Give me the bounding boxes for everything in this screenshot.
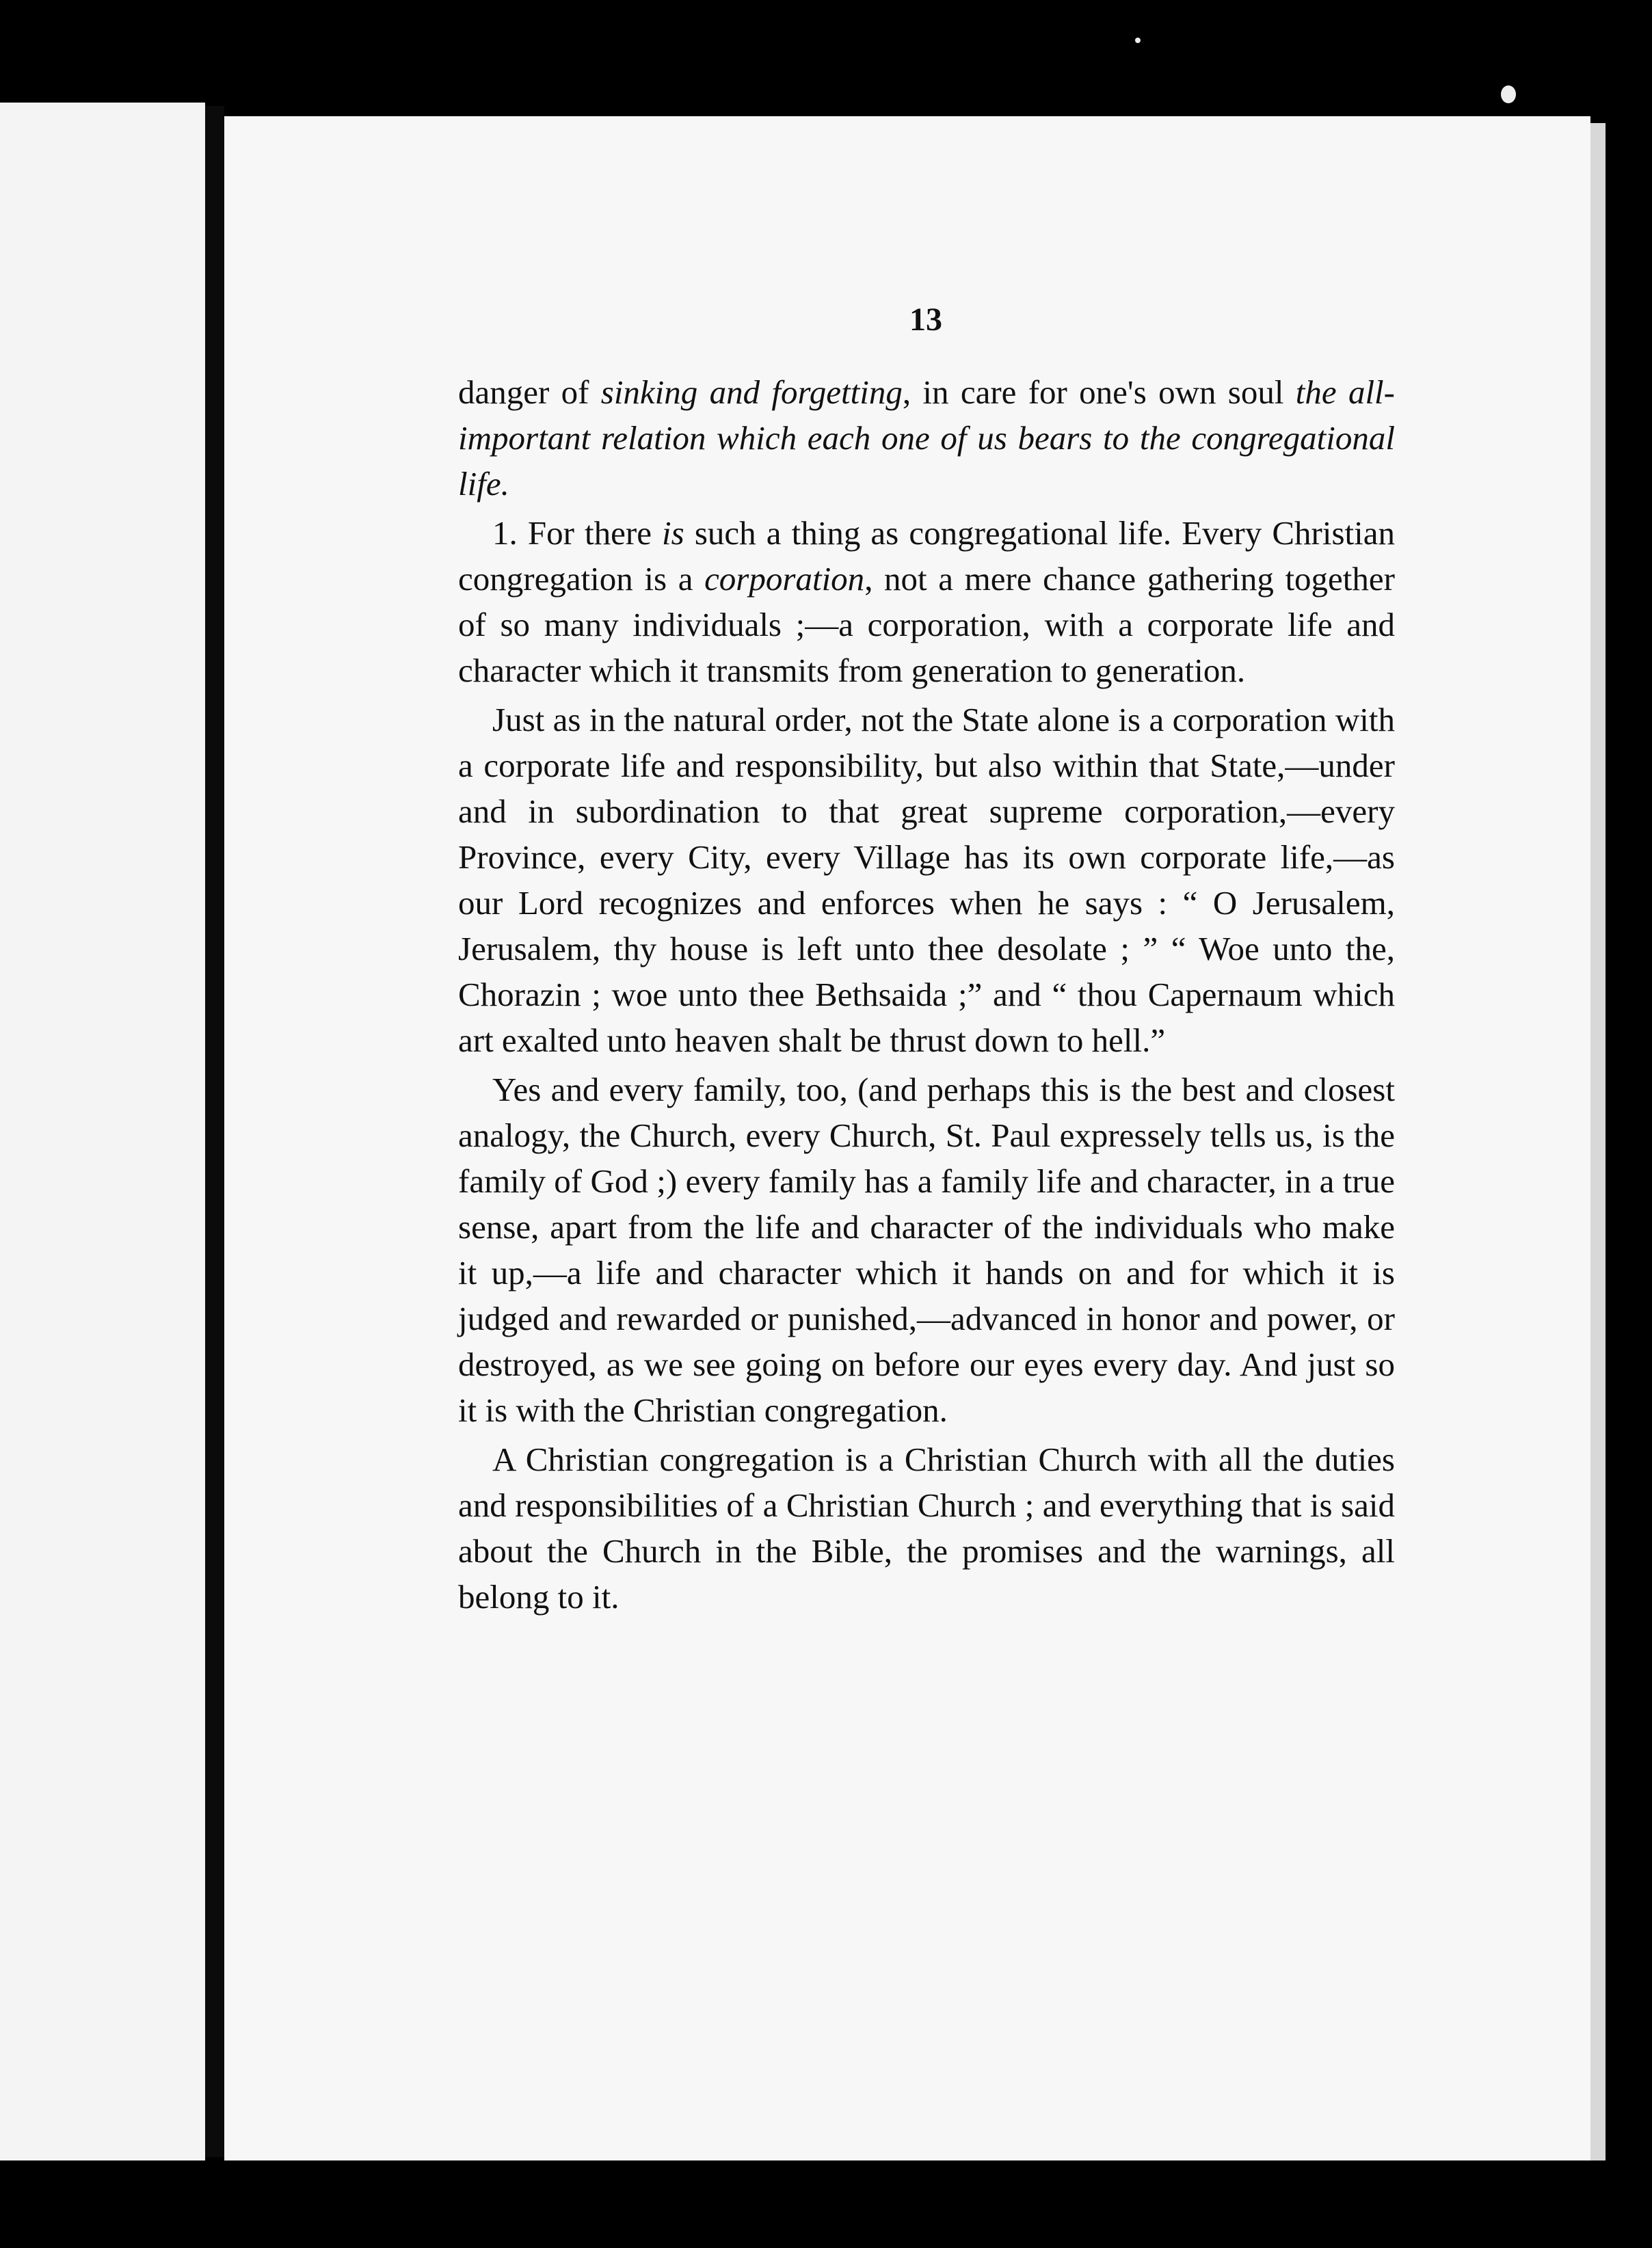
italic-text: the all-important relation which each one of us bears to the congregational life. [458,373,1395,503]
text-run: Yes and every family, too, (and perhaps this is the best and closest analogy, the Church, every Church, St. Paul expressely tells us, is the family of God ;) every family has a family life and character, in a true sense, apart from the life and character of the individuals who make it up,—a life and character which it hands on and for which it is judged and rewarded or punished,—advanced in honor and power, or destroyed, as we see going on before our eyes every day. And just so it is with the Christian congregation. [458,1071,1395,1429]
paragraph [458,510,1395,693]
text-run: 1. For there [492,514,663,552]
text-run: danger of [458,373,601,411]
text-run: , not a mere chance gathering together of so many individuals ;—a corporation, with a corporate life and character which it transmits from generation to generation. [458,560,1395,689]
facing-page-edge [0,103,205,2160]
paragraph [458,1067,1395,1433]
text-run: such a thing as congregational life. Every Christian congregation is a [458,514,1395,598]
dust-speck [1501,85,1516,103]
text-run: Just as in the natural order, not the State alone is a corporation with a corporate life and responsibility, but also within that State,—under and in subordination to that great supreme corporation,—every Province, every City, every Village has its own corporate life,—as our Lord recognizes and enforces when he says : “ O Jerusalem, Jerusalem, thy house is left unto thee desolate ; ” “ Woe unto the, Chorazin ; woe unto thee Bethsaida ;” and “ thou Capernaum which art exalted unto heaven shalt be thrust down to hell.” [458,701,1395,1059]
book-gutter [205,106,224,2157]
text-run: , in care for one's own soul [902,373,1296,411]
page-number: 13 [909,302,942,338]
page-edge-shadow [1590,123,1606,2160]
paragraph [458,369,1395,507]
italic-text: sinking and forgetting [600,373,903,411]
dust-speck [1135,38,1141,43]
paragraph [458,697,1395,1063]
body-text [458,369,1395,1623]
text-run: A Christian congregation is a Christian Church with all the duties and responsibilities of a Christian Church ; and everything that is said about the Church in the Bible, the promises and the warnings, all belong to it. [458,1441,1395,1616]
italic-text: is [662,514,684,552]
paragraph [458,1436,1395,1620]
italic-text: corporation [704,560,865,598]
